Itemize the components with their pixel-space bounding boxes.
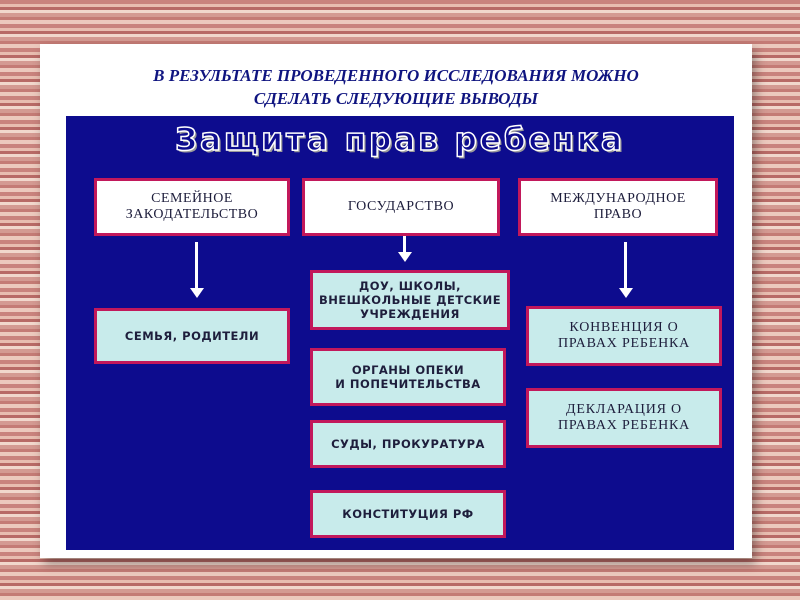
arrow-down-icon [188,242,206,300]
item-convention: КОНВЕНЦИЯ О ПРАВАХ РЕБЕНКА [526,306,722,366]
item-courts: СУДЫ, ПРОКУРАТУРА [310,420,506,468]
item-family-parents: СЕМЬЯ, РОДИТЕЛИ [94,308,290,364]
heading-line-2: СДЕЛАТЬ СЛЕДУЮЩИЕ ВЫВОДЫ [253,89,539,108]
arrow-down-icon [396,236,414,266]
diagram-panel [66,116,734,550]
arrow-down-icon [617,242,635,300]
item-constitution: КОНСТИТУЦИЯ РФ [310,490,506,538]
item-schools: ДОУ, ШКОЛЫ, ВНЕШКОЛЬНЫЕ ДЕТСКИЕ УЧРЕЖДЕНИЯ [310,270,510,330]
heading-line-1: В РЕЗУЛЬТАТЕ ПРОВЕДЕННОГО ИССЛЕДОВАНИЯ МОЖНО [153,66,639,85]
slide [40,44,752,558]
item-declaration: ДЕКЛАРАЦИЯ О ПРАВАХ РЕБЕНКА [526,388,722,448]
slide-heading [40,64,752,110]
header-state: ГОСУДАРСТВО [302,178,500,236]
diagram-title: Защита прав ребенка [175,122,625,158]
header-international-law: МЕЖДУНАРОДНОЕ ПРАВО [518,178,718,236]
item-guardianship: ОРГАНЫ ОПЕКИ И ПОПЕЧИТЕЛЬСТВА [310,348,506,406]
header-family-law: СЕМЕЙНОЕ ЗАКОДАТЕЛЬСТВО [94,178,290,236]
